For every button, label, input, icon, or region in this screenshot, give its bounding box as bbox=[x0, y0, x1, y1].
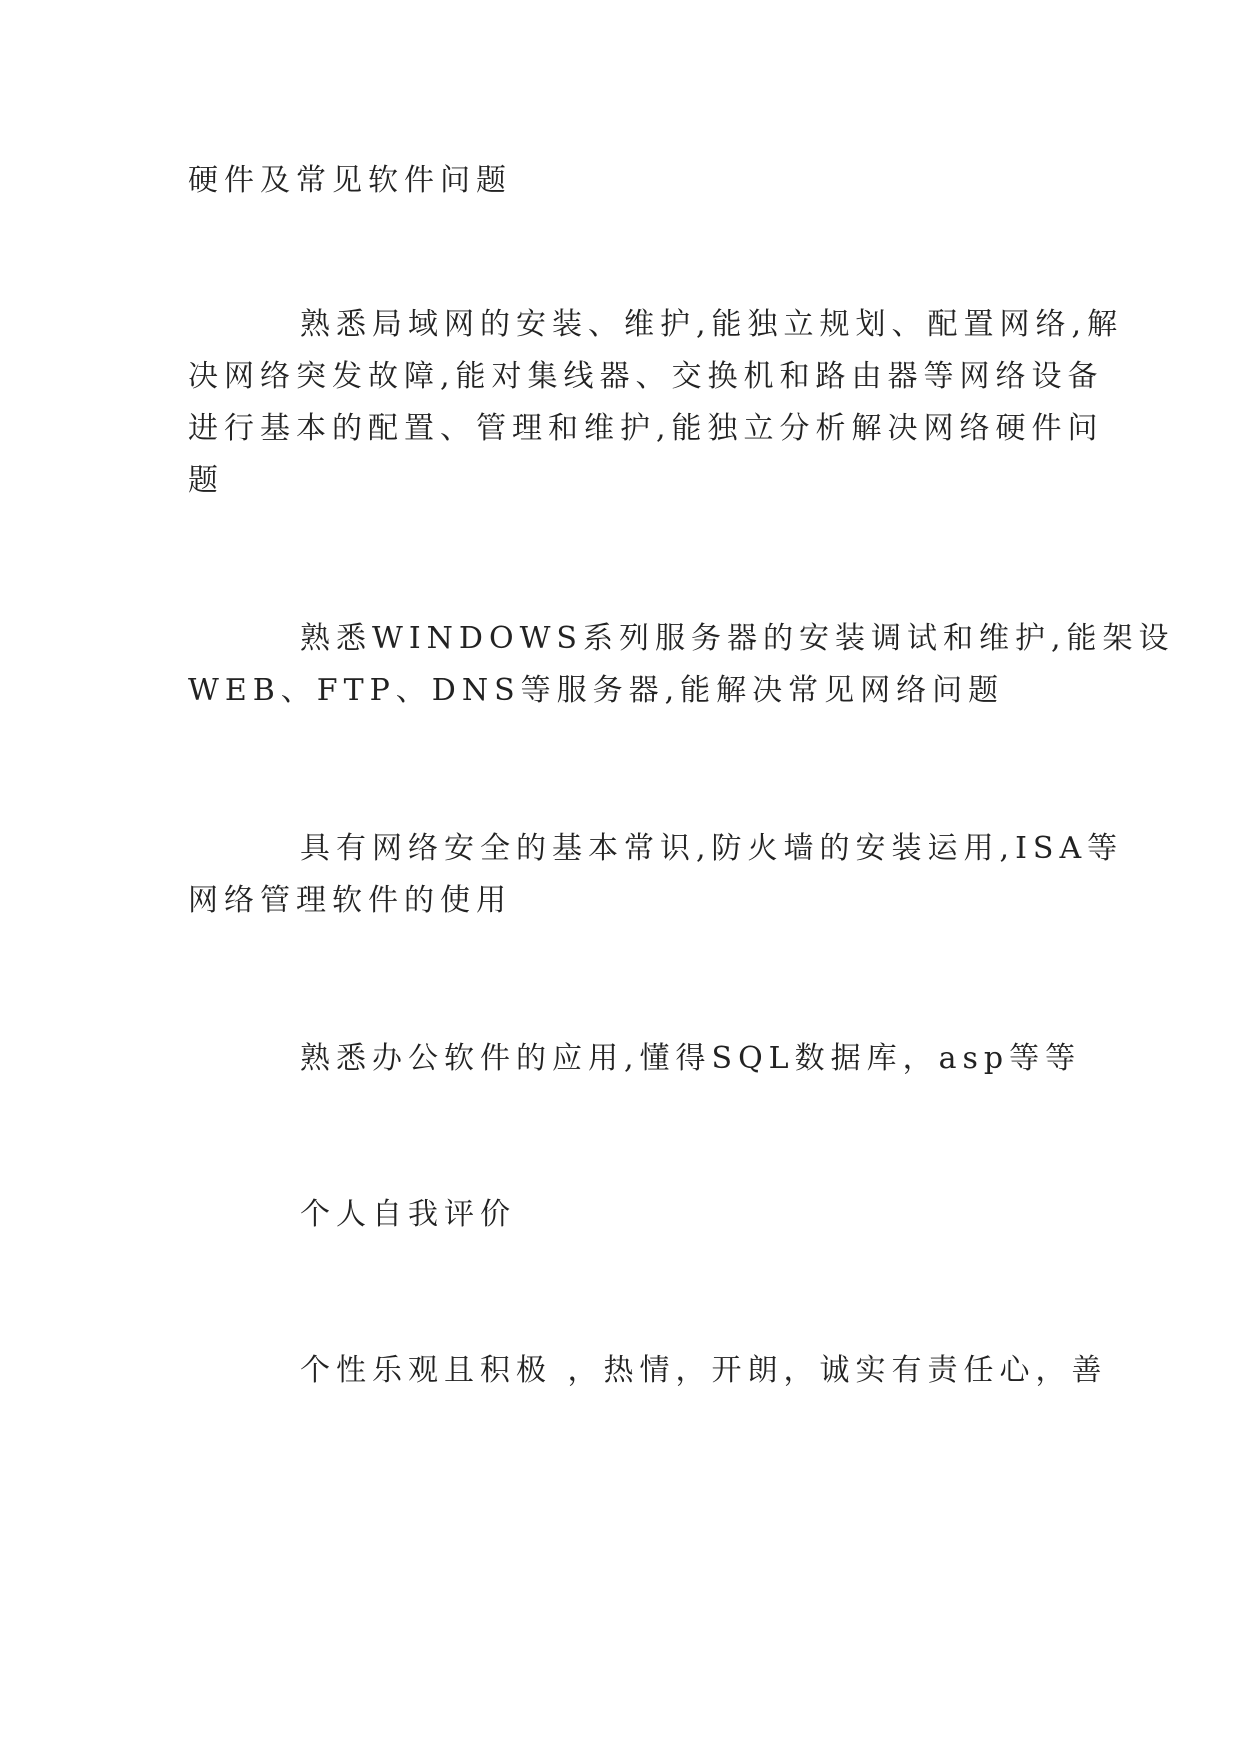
paragraph-line: WEB、FTP、DNS等服务器,能解决常见网络问题 bbox=[188, 673, 1005, 708]
section-heading: 个人自我评价 bbox=[300, 1197, 516, 1232]
paragraph-line: 决网络突发故障,能对集线器、交换机和路由器等网络设备 bbox=[188, 359, 1104, 394]
paragraph-line: 题 bbox=[188, 463, 224, 498]
paragraph-line: 熟悉办公软件的应用,懂得SQL数据库，asp等等 bbox=[300, 1041, 1082, 1076]
paragraph-line: 进行基本的配置、管理和维护,能独立分析解决网络硬件问 bbox=[188, 411, 1104, 446]
paragraph-line: 网络管理软件的使用 bbox=[188, 883, 512, 918]
paragraph-line: 个性乐观且积极 ，热情，开朗，诚实有责任心，善 bbox=[300, 1353, 1108, 1388]
paragraph-line: 具有网络安全的基本常识,防火墙的安装运用,ISA等 bbox=[300, 831, 1124, 866]
paragraph-line: 熟悉局域网的安装、维护,能独立规划、配置网络,解 bbox=[300, 307, 1124, 342]
paragraph-line: 硬件及常见软件问题 bbox=[188, 163, 512, 198]
paragraph-line: 熟悉WINDOWS系列服务器的安装调试和维护,能架设 bbox=[300, 621, 1175, 656]
